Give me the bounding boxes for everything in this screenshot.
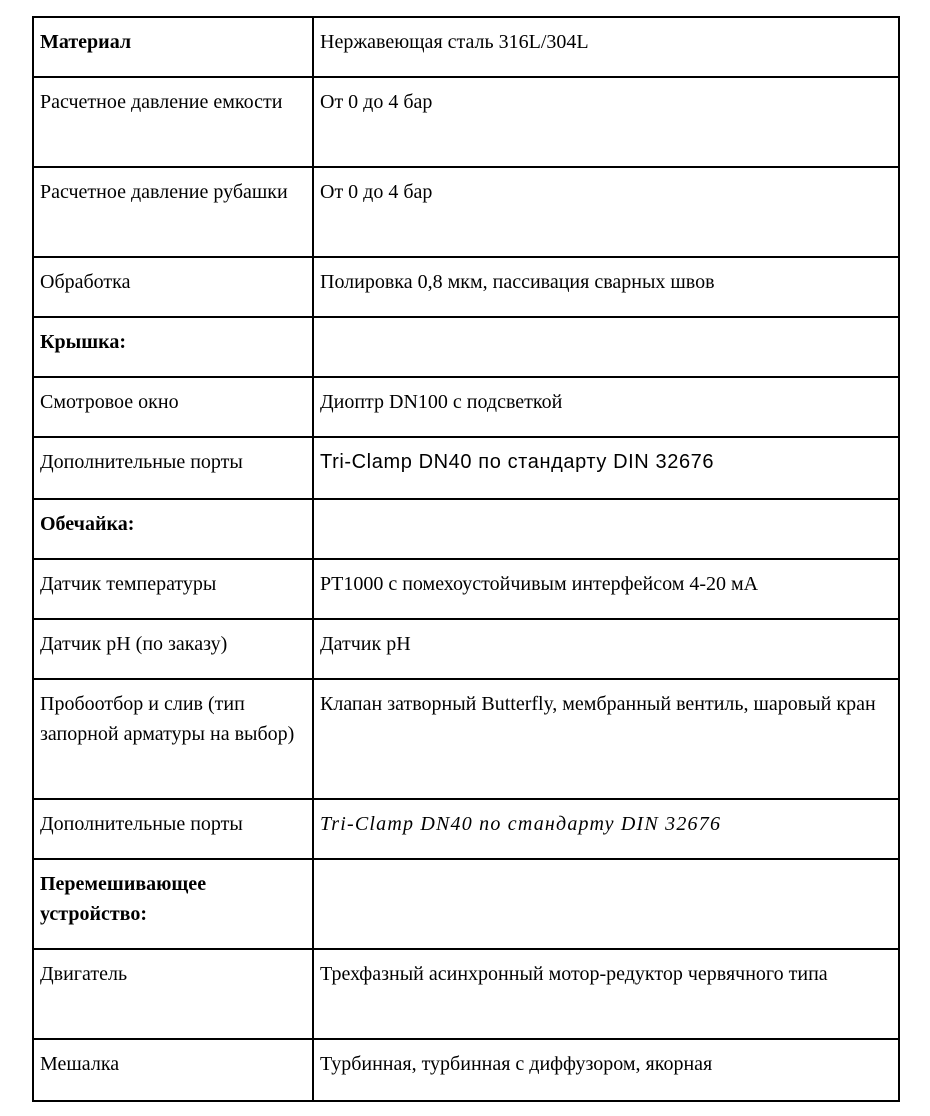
row-label: Двигатель — [33, 949, 313, 1039]
row-value: От 0 до 4 бар — [313, 77, 899, 167]
row-value: PT1000 с помехоустойчивым интерфейсом 4-20 мА — [313, 559, 899, 619]
specification-table — [32, 16, 900, 1102]
section-header-row — [33, 499, 899, 559]
row-value: Tri-Clamp DN40 по стандарту DIN 32676 — [313, 437, 899, 499]
row-value: Трехфазный асинхронный мотор-редуктор червячного типа — [313, 949, 899, 1039]
row-value: Турбинная, турбинная с диффузором, якорная — [313, 1039, 899, 1101]
row-label: Дополнительные порты — [33, 437, 313, 499]
table-row — [33, 377, 899, 437]
table-row — [33, 949, 899, 1039]
row-label: Расчетное давление емкости — [33, 77, 313, 167]
row-value: Нержавеющая сталь 316L/304L — [313, 17, 899, 77]
row-value: Диоптр DN100 с подсветкой — [313, 377, 899, 437]
table-row — [33, 619, 899, 679]
row-value: Датчик pH — [313, 619, 899, 679]
table-row — [33, 1039, 899, 1101]
section-label: Обечайка: — [33, 499, 313, 559]
row-value: Клапан затворный Butterfly, мембранный вентиль, шаровый кран — [313, 679, 899, 799]
row-label: Пробоотбор и слив (тип запорной арматуры на выбор) — [33, 679, 313, 799]
row-value: От 0 до 4 бар — [313, 167, 899, 257]
row-value — [313, 499, 899, 559]
row-label: Датчик pH (по заказу) — [33, 619, 313, 679]
section-header-row — [33, 859, 899, 949]
row-label: Материал — [33, 17, 313, 77]
row-label: Обработка — [33, 257, 313, 317]
row-value: Полировка 0,8 мкм, пассивация сварных швов — [313, 257, 899, 317]
section-label: Перемешивающее устройство: — [33, 859, 313, 949]
row-value: Tri-Clamp DN40 по стандарту DIN 32676 — [313, 799, 899, 859]
row-value — [313, 317, 899, 377]
row-label: Расчетное давление рубашки — [33, 167, 313, 257]
table-row — [33, 559, 899, 619]
table-row — [33, 167, 899, 257]
row-label: Датчик температуры — [33, 559, 313, 619]
section-header-row — [33, 317, 899, 377]
row-value — [313, 859, 899, 949]
table-row — [33, 679, 899, 799]
row-label: Мешалка — [33, 1039, 313, 1101]
table-row — [33, 257, 899, 317]
section-label: Крышка: — [33, 317, 313, 377]
table-row — [33, 17, 899, 77]
table-row — [33, 77, 899, 167]
table-row — [33, 799, 899, 859]
row-label: Дополнительные порты — [33, 799, 313, 859]
table-row — [33, 437, 899, 499]
row-label: Смотровое окно — [33, 377, 313, 437]
